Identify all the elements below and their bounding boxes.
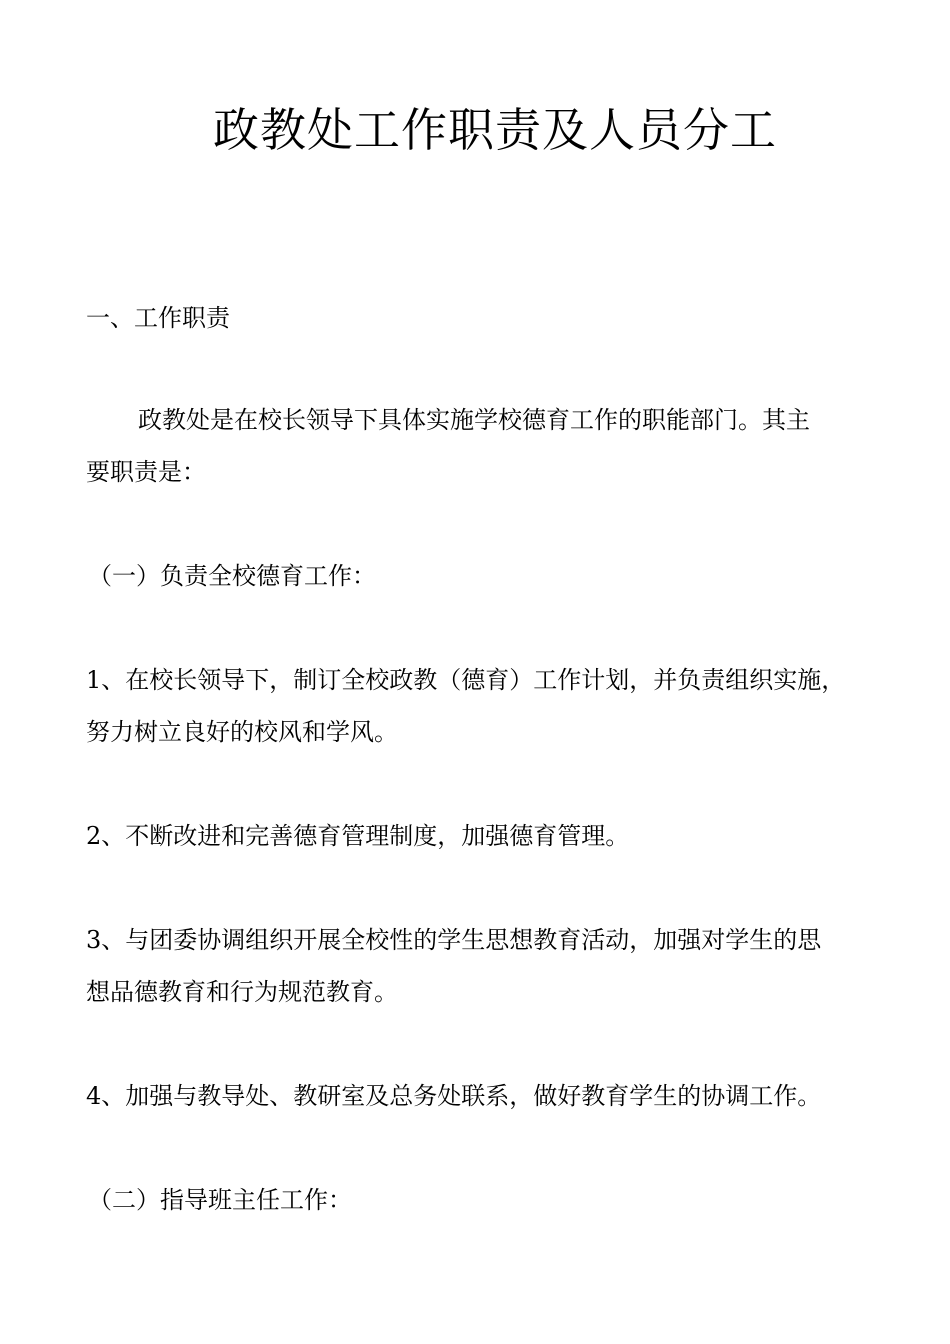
subsection-heading-1: （一）负责全校德育工作： — [88, 562, 376, 590]
section-heading-duties: 一、工作职责 — [86, 304, 230, 332]
intro-paragraph-line-1: 政教处是在校长领导下具体实施学校德育工作的职能部门。其主 — [138, 406, 810, 434]
intro-paragraph-line-2: 要职责是： — [86, 458, 206, 486]
document-title: 政教处工作职责及人员分工 — [213, 103, 777, 157]
list-item-2-line-1: 2、不断改进和完善德育管理制度，加强德育管理。 — [86, 822, 630, 850]
list-item-4-line-1: 4、加强与教导处、教研室及总务处联系，做好教育学生的协调工作。 — [86, 1082, 822, 1110]
list-item-3-line-2: 想品德教育和行为规范教育。 — [86, 978, 398, 1006]
list-item-3-line-1: 3、与团委协调组织开展全校性的学生思想教育活动，加强对学生的思 — [86, 926, 822, 954]
list-item-1-line-1: 1、在校长领导下，制订全校政教（德育）工作计划，并负责组织实施， — [86, 666, 846, 694]
list-item-1-line-2: 努力树立良好的校风和学风。 — [86, 718, 398, 746]
subsection-heading-2: （二）指导班主任工作： — [88, 1186, 352, 1214]
